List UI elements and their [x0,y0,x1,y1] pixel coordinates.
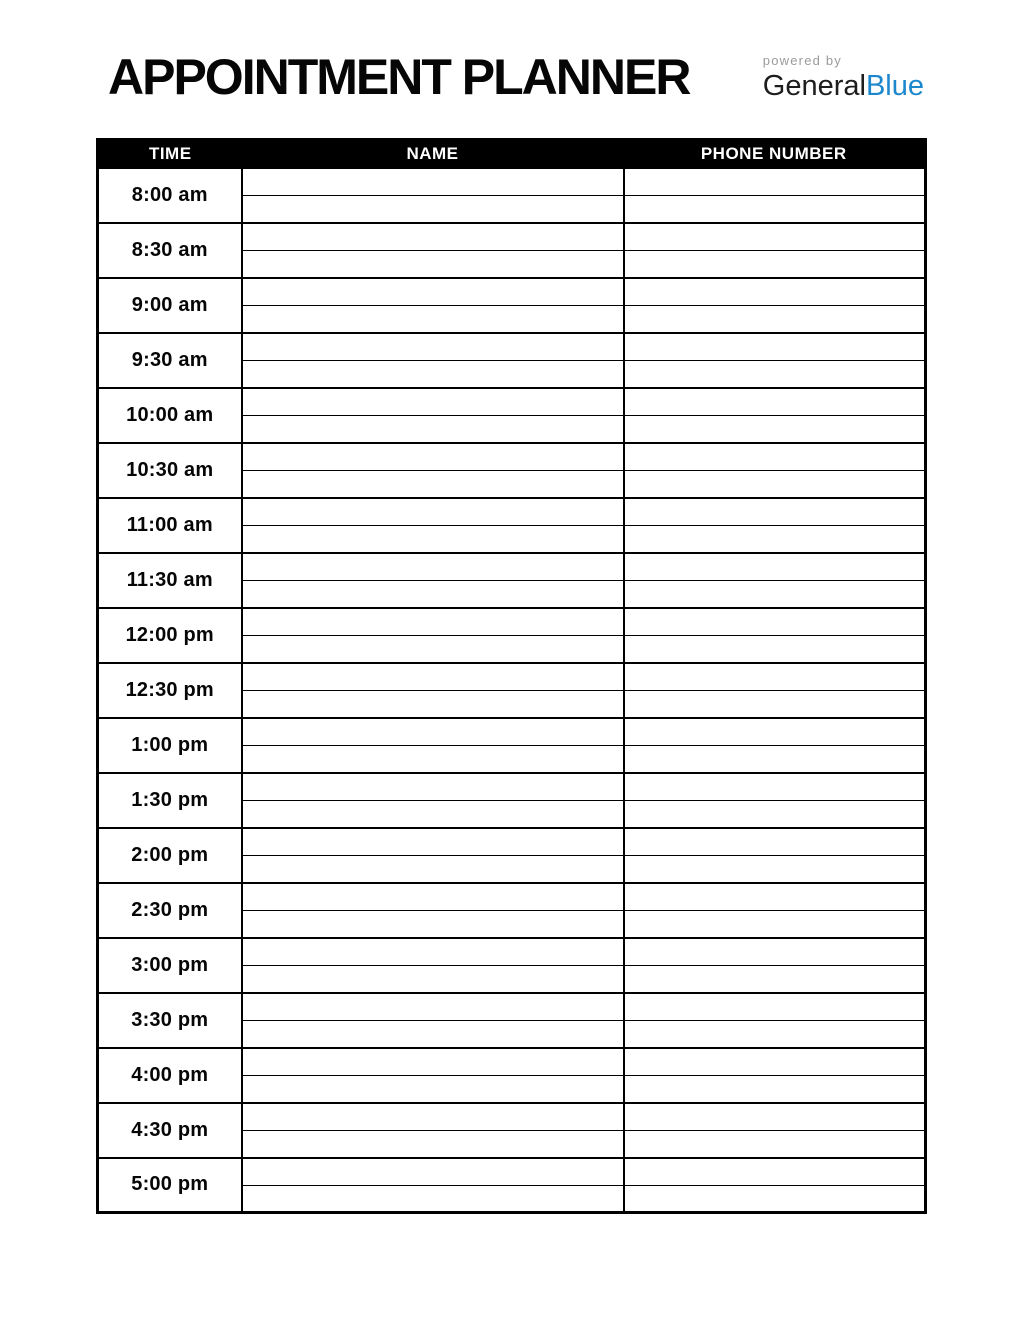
time-slot-label: 9:00 am [98,278,242,333]
name-cell-line1 [242,333,624,361]
phone-cell-line1 [624,663,926,691]
name-cell-line2 [242,965,624,993]
phone-cell-line2 [624,855,926,883]
brand-name [763,68,924,104]
powered-by-label: powered by [762,53,842,68]
phone-cell-line2 [624,1130,926,1158]
col-header-name: NAME [242,140,624,168]
phone-cell-line1 [624,388,926,416]
name-cell-line1 [242,1158,624,1186]
phone-cell-line2 [624,525,926,553]
phone-cell-line1 [624,608,926,636]
time-slot-label: 3:30 pm [98,993,242,1048]
time-slot-row [98,663,926,691]
name-cell-line2 [242,855,624,883]
name-cell-line1 [242,443,624,471]
phone-cell-line2 [624,635,926,663]
time-slot-label: 3:00 pm [98,938,242,993]
phone-cell-line1 [624,443,926,471]
phone-cell-line2 [624,745,926,773]
phone-cell-line1 [624,168,926,196]
name-cell-line1 [242,278,624,306]
time-slot-row [98,553,926,581]
time-slot-row [98,993,926,1021]
page-title: APPOINTMENT PLANNER [108,49,690,105]
name-cell-line2 [242,1020,624,1048]
name-cell-line2 [242,745,624,773]
phone-cell-line1 [624,828,926,856]
time-slot-label: 2:00 pm [98,828,242,883]
phone-cell-line1 [624,773,926,801]
name-cell-line2 [242,470,624,498]
phone-cell-line2 [624,250,926,278]
name-cell-line1 [242,883,624,911]
name-cell-line1 [242,663,624,691]
time-slot-label: 12:30 pm [98,663,242,718]
name-cell-line2 [242,690,624,718]
time-slot-label: 8:30 am [98,223,242,278]
name-cell-line1 [242,1103,624,1131]
brand-name-general: General [762,70,866,102]
name-cell-line1 [242,718,624,746]
time-slot-label: 9:30 am [98,333,242,388]
time-slot-row [98,608,926,636]
masthead [96,48,924,108]
name-cell-line2 [242,800,624,828]
phone-cell-line2 [624,1075,926,1103]
time-slot-label: 12:00 pm [98,608,242,663]
name-cell-line2 [242,1185,624,1213]
time-slot-label: 1:30 pm [98,773,242,828]
phone-cell-line2 [624,580,926,608]
time-slot-row [98,1048,926,1076]
time-slot-row [98,773,926,801]
phone-cell-line2 [624,360,926,388]
time-slot-label: 8:00 am [98,168,242,223]
time-slot-label: 10:00 am [98,388,242,443]
time-slot-row [98,1103,926,1131]
name-cell-line2 [242,635,624,663]
phone-cell-line2 [624,1185,926,1213]
name-cell-line2 [242,1130,624,1158]
time-slot-row [98,498,926,526]
phone-cell-line1 [624,1158,926,1186]
name-cell-line1 [242,388,624,416]
name-cell-line1 [242,168,624,196]
time-slot-label: 1:00 pm [98,718,242,773]
name-cell-line1 [242,938,624,966]
phone-cell-line1 [624,498,926,526]
phone-cell-line2 [624,415,926,443]
time-slot-row [98,938,926,966]
brand-logo [763,48,924,104]
appointment-table [96,138,927,1214]
time-slot-row [98,168,926,196]
name-cell-line2 [242,305,624,333]
time-slot-row [98,388,926,416]
name-cell-line1 [242,553,624,581]
time-slot-row [98,278,926,306]
name-cell-line2 [242,910,624,938]
name-cell-line2 [242,1075,624,1103]
time-slot-label: 5:00 pm [98,1158,242,1213]
phone-cell-line1 [624,223,926,251]
phone-cell-line1 [624,993,926,1021]
name-cell-line2 [242,360,624,388]
phone-cell-line2 [624,305,926,333]
col-header-time: TIME [98,140,242,168]
name-cell-line2 [242,525,624,553]
time-slot-row [98,443,926,471]
phone-cell-line1 [624,883,926,911]
col-header-phone: PHONE NUMBER [624,140,926,168]
phone-cell-line1 [624,1048,926,1076]
time-slot-row [98,828,926,856]
time-slot-label: 4:00 pm [98,1048,242,1103]
phone-cell-line2 [624,910,926,938]
phone-cell-line2 [624,195,926,223]
name-cell-line2 [242,415,624,443]
time-slot-row [98,333,926,361]
phone-cell-line1 [624,333,926,361]
phone-cell-line2 [624,690,926,718]
phone-cell-line2 [624,1020,926,1048]
phone-cell-line2 [624,470,926,498]
phone-cell-line1 [624,278,926,306]
time-slot-row [98,883,926,911]
table-header [98,140,926,168]
content-area [96,0,924,1214]
schedule-body [98,168,926,1213]
name-cell-line1 [242,608,624,636]
phone-cell-line2 [624,800,926,828]
name-cell-line1 [242,1048,624,1076]
time-slot-label: 4:30 pm [98,1103,242,1158]
name-cell-line1 [242,498,624,526]
time-slot-row [98,223,926,251]
phone-cell-line1 [624,718,926,746]
name-cell-line1 [242,223,624,251]
phone-cell-line1 [624,553,926,581]
brand-name-blue: Blue [865,70,924,102]
phone-cell-line2 [624,965,926,993]
name-cell-line1 [242,993,624,1021]
time-slot-label: 11:00 am [98,498,242,553]
phone-cell-line1 [624,938,926,966]
time-slot-row [98,718,926,746]
time-slot-row [98,1158,926,1186]
name-cell-line2 [242,195,624,223]
time-slot-label: 10:30 am [98,443,242,498]
phone-cell-line1 [624,1103,926,1131]
time-slot-label: 11:30 am [98,553,242,608]
name-cell-line1 [242,828,624,856]
time-slot-label: 2:30 pm [98,883,242,938]
name-cell-line1 [242,773,624,801]
name-cell-line2 [242,580,624,608]
name-cell-line2 [242,250,624,278]
